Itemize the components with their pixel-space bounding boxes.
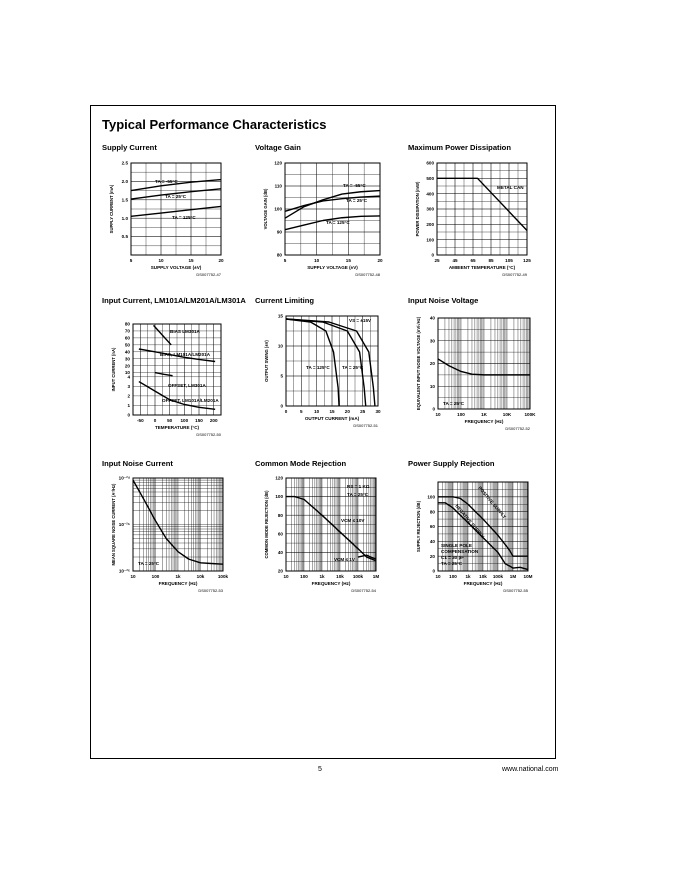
y-axis-label: OUTPUT SWING (±V) <box>264 340 269 382</box>
curve-label: TA = 25°C <box>347 492 369 497</box>
y-axis-label: MEAN SQUARE NOISE CURRENT (A²/Hz) <box>111 483 116 566</box>
chart-title-max-power: Maximum Power Dissipation <box>408 143 511 152</box>
y-tick-label: 120 <box>275 475 283 481</box>
x-tick-label: 50 <box>167 418 173 423</box>
figure-code: DS007752-49 <box>502 272 527 277</box>
x-tick-label: 1M <box>372 574 380 579</box>
chart-title-input-noise-voltage: Input Noise Voltage <box>408 296 479 305</box>
x-tick-label: 100k <box>352 574 364 579</box>
y-tick-label: 100 <box>426 237 434 243</box>
figure-code: DS007752-50 <box>196 432 221 437</box>
y-tick-label: 300 <box>426 206 434 212</box>
curve-label: TA = 125°C <box>306 365 330 370</box>
curve-label: VS = ±15V <box>349 318 372 323</box>
y-tick-label: 40 <box>277 550 283 555</box>
x-tick-label: 5 <box>300 409 303 414</box>
curve-label: TA = 25°C <box>138 561 160 566</box>
x-tick-label: 10K <box>502 412 512 417</box>
figure-code: DS007752-48 <box>355 272 380 277</box>
x-tick-label: 100 <box>180 418 189 423</box>
curve-label: OFFSET, LM101A/LM201A <box>162 398 219 403</box>
page-title: Typical Performance Characteristics <box>102 117 327 132</box>
figure-code: DS007752-47 <box>196 272 221 277</box>
y-tick-label: 80 <box>429 509 435 515</box>
x-tick-label: 10 <box>158 258 164 263</box>
chart-title-cmrr: Common Mode Rejection <box>255 459 347 468</box>
x-tick-label: 10 <box>435 574 441 579</box>
y-tick-label: 10⁻²⁴ <box>118 475 130 481</box>
y-tick-label: 80 <box>124 321 130 327</box>
chart-title-input-noise-current: Input Noise Current <box>102 459 173 468</box>
x-axis-label: SUPPLY VOLTAGE (±V) <box>307 265 358 270</box>
x-tick-label: 10M <box>523 574 533 579</box>
figure-code: DS007752-54 <box>351 588 376 593</box>
curve-label: TA = 25°C <box>346 198 368 203</box>
y-tick-label: 2.5 <box>121 160 128 166</box>
y-tick-label: 70 <box>124 328 130 334</box>
y-tick-label: 100 <box>427 494 435 500</box>
y-tick-label: 80 <box>277 512 283 518</box>
y-tick-label: 0 <box>432 568 435 574</box>
series-line <box>155 373 173 376</box>
x-tick-label: 5 <box>283 258 287 263</box>
curve-label: VCM ≤ 1V <box>334 557 355 562</box>
chart-input-noise-current <box>111 476 229 593</box>
x-tick-label: 5 <box>129 258 133 263</box>
x-tick-label: 20 <box>344 409 350 414</box>
series-line <box>286 319 339 406</box>
curve-label: TA = -55°C <box>343 183 366 188</box>
charts-layer <box>109 161 536 593</box>
y-tick-label: 10⁻²⁶ <box>118 568 130 574</box>
curve-label: VCM ≤ 10V <box>341 518 365 523</box>
y-tick-label: 1 <box>127 403 130 409</box>
x-axis-label: AMBIENT TEMPERATURE (°C) <box>448 265 516 270</box>
y-tick-label: 200 <box>426 221 434 227</box>
curve-label: TA = 25°C <box>441 561 463 566</box>
y-tick-label: 15 <box>277 313 283 319</box>
y-tick-label: 80 <box>276 252 282 258</box>
curve-label: POSITIVE SUPPLY <box>477 485 508 520</box>
x-tick-label: 20 <box>377 258 383 263</box>
y-tick-label: 90 <box>276 229 282 235</box>
y-tick-label: 1.0 <box>121 215 128 221</box>
x-tick-label: 10 <box>314 258 320 263</box>
x-tick-label: 10k <box>479 574 487 579</box>
curve-label: TA = 125°C <box>326 220 350 225</box>
y-tick-label: 20 <box>429 361 435 367</box>
y-tick-label: 20 <box>277 568 283 574</box>
y-tick-label: 10 <box>429 383 435 389</box>
y-tick-label: 0 <box>280 403 283 409</box>
y-tick-label: 0.5 <box>121 234 128 240</box>
y-tick-label: 30 <box>124 356 130 362</box>
figure-code: DS007752-51 <box>353 423 378 428</box>
curve-label: TA = 25°C <box>342 365 364 370</box>
x-axis-label: FREQUENCY (Hz) <box>158 581 198 586</box>
x-tick-label: 100 <box>449 574 457 579</box>
curve-label: TA = -55°C <box>155 179 178 184</box>
y-tick-label: 20 <box>124 363 130 369</box>
x-tick-label: 85 <box>488 258 494 263</box>
chart-voltage-gain <box>263 161 383 277</box>
x-tick-label: 25 <box>434 258 440 263</box>
x-tick-label: 0 <box>284 409 288 414</box>
x-tick-label: 15 <box>188 258 194 263</box>
y-tick-label: 110 <box>274 183 282 189</box>
y-tick-label: 30 <box>429 338 435 344</box>
curve-label: COMPENSATION <box>441 549 479 554</box>
x-tick-label: 105 <box>505 258 513 263</box>
curve-label: TA = 25°C <box>165 194 187 199</box>
x-tick-label: 65 <box>470 258 476 263</box>
chart-title-voltage-gain: Voltage Gain <box>255 143 301 152</box>
y-axis-label: POWER DISSIPATION (mW) <box>415 181 420 237</box>
chart-max-power <box>415 161 531 277</box>
y-tick-label: 10⁻²⁵ <box>118 522 130 528</box>
chart-title-current-limiting: Current Limiting <box>255 296 315 305</box>
y-axis-label: COMMON MODE REJECTION (dB) <box>264 490 269 559</box>
x-tick-label: 45 <box>452 258 458 263</box>
y-tick-label: 100 <box>274 206 282 212</box>
x-tick-label: 10 <box>314 409 320 414</box>
y-tick-label: 400 <box>426 191 434 197</box>
x-tick-label: 10 <box>435 412 441 417</box>
figure-code: DS007752-53 <box>198 588 223 593</box>
y-tick-label: 20 <box>429 553 435 559</box>
y-tick-label: 40 <box>429 315 435 321</box>
x-axis-label: FREQUENCY (Hz) <box>463 581 503 586</box>
y-axis-label: INPUT CURRENT (nA) <box>111 347 116 392</box>
figure-code: DS007752-52 <box>505 426 530 431</box>
x-tick-label: 100k <box>217 574 229 579</box>
x-tick-label: 1K <box>481 412 487 417</box>
x-tick-label: 0 <box>153 418 157 423</box>
y-tick-label: 50 <box>124 342 130 348</box>
y-tick-label: 1.5 <box>121 197 128 203</box>
y-tick-label: 60 <box>429 524 435 530</box>
y-axis-label: EQUIVALENT INPUT NOISE VOLTAGE (nV/√Hz) <box>416 316 421 411</box>
curve-label: TA = 25°C <box>443 401 465 406</box>
y-tick-label: 40 <box>429 538 435 544</box>
x-tick-label: 15 <box>329 409 335 414</box>
footer-website: www.national.com <box>502 766 559 773</box>
curve-label: BIAS LM301A <box>170 329 200 334</box>
x-axis-label: OUTPUT CURRENT (mA) <box>304 416 360 421</box>
y-tick-label: 120 <box>274 160 282 166</box>
y-tick-label: 60 <box>277 531 283 537</box>
x-tick-label: 100 <box>151 574 160 579</box>
x-tick-label: 25 <box>360 409 366 414</box>
y-axis-label: SUPPLY REJECTION (dB) <box>416 501 421 552</box>
y-tick-label: 0 <box>431 252 434 258</box>
x-tick-label: 1k <box>319 574 325 579</box>
curve-label: OFFSET, LM301A <box>168 383 206 388</box>
x-tick-label: 100 <box>457 412 465 417</box>
x-tick-label: 1k <box>175 574 181 579</box>
y-tick-label: 100 <box>275 494 283 500</box>
x-tick-label: 10k <box>196 574 205 579</box>
x-tick-label: 200 <box>209 418 218 423</box>
chart-current-limiting <box>264 314 381 428</box>
x-tick-label: 1k <box>465 574 471 579</box>
curve-label: SINGLE POLE <box>441 543 472 548</box>
y-tick-label: 2 <box>127 393 130 399</box>
curve-label: NEGATIVE SUPPLY <box>454 503 486 540</box>
series-line <box>286 497 376 561</box>
x-axis-label: TEMPERATURE (°C) <box>154 425 200 430</box>
x-axis-label: SUPPLY VOLTAGE (±V) <box>150 265 202 270</box>
x-tick-label: 30 <box>375 409 381 414</box>
chart-title-input-current: Input Current, LM101A/LM201A/LM301A <box>102 296 246 305</box>
x-tick-label: 10k <box>336 574 344 579</box>
x-tick-label: 20 <box>218 258 224 263</box>
curve-label: METAL CAN <box>497 185 524 190</box>
figure-code: DS007752-55 <box>503 588 528 593</box>
y-tick-label: 2.0 <box>121 179 128 184</box>
y-tick-label: 0 <box>432 406 435 412</box>
curve-label: BIAS, LM101A/LM201A <box>160 352 211 357</box>
y-tick-label: 5 <box>280 373 283 379</box>
chart-title-supply-current: Supply Current <box>102 143 157 152</box>
y-tick-label: 40 <box>124 349 130 355</box>
curve-label: TA = 125°C <box>172 215 196 220</box>
y-tick-label: 600 <box>426 160 434 166</box>
chart-psrr <box>416 482 533 593</box>
x-tick-label: 100k <box>492 574 504 579</box>
x-tick-label: 100 <box>300 574 308 579</box>
x-tick-label: -50 <box>137 418 144 423</box>
y-tick-label: 3 <box>127 383 130 389</box>
y-tick-label: 500 <box>426 175 434 181</box>
y-tick-label: 10 <box>277 343 283 349</box>
x-tick-label: 125 <box>523 258 531 263</box>
x-tick-label: 15 <box>345 258 351 263</box>
x-tick-label: 150 <box>195 418 203 423</box>
y-tick-label: 4 <box>127 374 130 380</box>
x-tick-label: 1M <box>509 574 517 579</box>
chart-input-current <box>111 322 222 437</box>
x-tick-label: 100K <box>524 412 536 417</box>
y-axis-label: SUPPLY CURRENT (mA) <box>109 184 114 234</box>
x-axis-label: FREQUENCY (Hz) <box>311 581 351 586</box>
chart-title-psrr: Power Supply Rejection <box>408 459 495 468</box>
x-axis-label: FREQUENCY (Hz) <box>464 419 504 424</box>
y-tick-label: 10 <box>124 370 130 376</box>
curve-label: RS = 1 KΩ <box>347 484 370 489</box>
x-tick-label: 10 <box>130 574 136 579</box>
y-tick-label: 60 <box>124 335 130 341</box>
curve-label: C1 = 30 pF <box>441 555 465 560</box>
y-axis-label: VOLTAGE GAIN (dB) <box>263 188 268 230</box>
y-tick-label: 0 <box>127 412 130 418</box>
x-tick-label: 10 <box>283 574 289 579</box>
page-number: 5 <box>318 766 322 773</box>
chart-input-noise-voltage <box>416 316 536 431</box>
